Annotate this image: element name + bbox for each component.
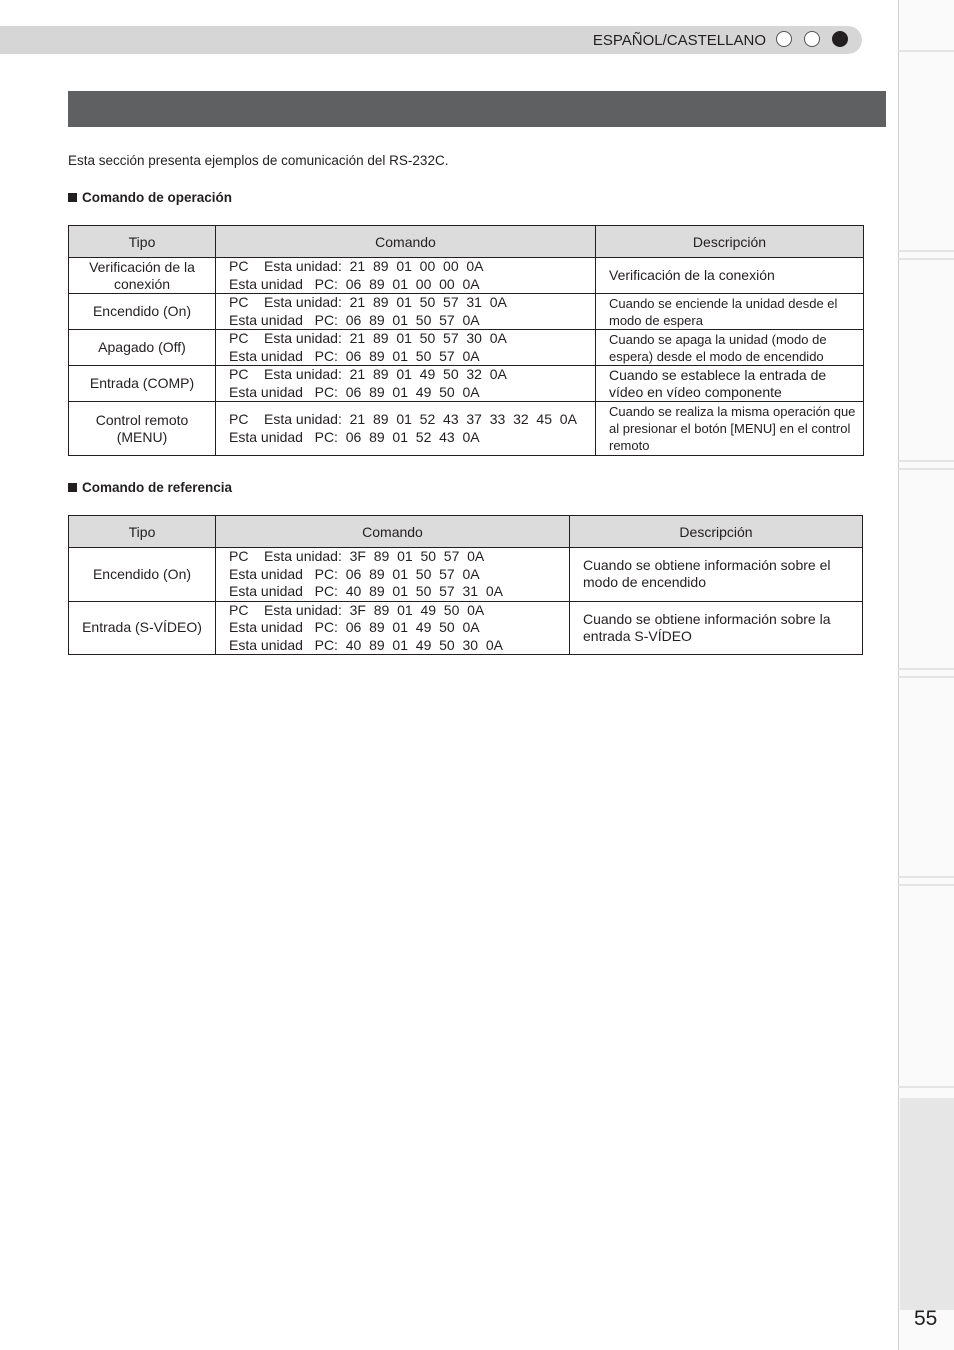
description-cell: Cuando se apaga la unidad (modo de espera) desde el modo de encendido (596, 330, 864, 366)
tipo-cell: Apagado (Off) (69, 330, 216, 366)
table-row (69, 330, 864, 366)
command-line: Esta unidad PC: 40 89 01 50 57 31 0A (229, 583, 503, 599)
description-cell: Cuando se establece la entrada de vídeo en vídeo componente (596, 366, 864, 402)
tipo-cell: Verificación de la conexión (69, 258, 216, 294)
table-row (69, 548, 863, 602)
command-line: Esta unidad PC: 06 89 01 50 57 0A (229, 347, 480, 364)
column-header-comando: Comando (216, 226, 596, 258)
language-indicator-empty-icon (776, 31, 792, 47)
tipo-cell: Entrada (S-VÍDEO) (69, 601, 216, 655)
table-header-row (69, 226, 864, 258)
tab-edge (898, 876, 954, 878)
command-line: PC Esta unidad: 3F 89 01 49 50 0A (229, 601, 485, 618)
column-header-descripcion: Descripción (570, 516, 863, 548)
reference-command-table (68, 515, 863, 655)
language-indicator-empty-icon (804, 31, 820, 47)
tab-edge (898, 50, 954, 52)
command-line: Esta unidad PC: 06 89 01 00 00 0A (229, 275, 480, 292)
column-header-tipo: Tipo (69, 516, 216, 548)
tab-edge (898, 1086, 954, 1088)
reference-heading-label: Comando de referencia (82, 480, 233, 495)
active-section-tab (900, 1098, 954, 1310)
tab-edge (898, 460, 954, 462)
command-line: Esta unidad PC: 06 89 01 50 57 0A (229, 311, 480, 328)
command-cell (216, 258, 596, 294)
command-line: Esta unidad PC: 06 89 01 49 50 0A (229, 383, 480, 400)
description-cell: Cuando se obtiene información sobre el modo de encendido (570, 548, 863, 602)
operation-heading-label: Comando de operación (82, 190, 233, 205)
tipo-cell: Entrada (COMP) (69, 366, 216, 402)
description-cell: Cuando se obtiene información sobre la entrada S-VÍDEO (570, 601, 863, 655)
table-row (69, 402, 864, 456)
square-bullet-icon (68, 193, 77, 202)
command-line: PC Esta unidad: 21 89 01 52 43 37 33 32 45 0A (229, 411, 577, 427)
language-label: ESPAÑOL/CASTELLANO (592, 32, 766, 49)
tab-edge (898, 468, 954, 470)
square-bullet-icon (68, 483, 77, 492)
command-line: PC Esta unidad: 21 89 01 49 50 32 0A (229, 366, 507, 382)
command-cell (216, 548, 570, 602)
command-cell (216, 601, 570, 655)
table-row (69, 294, 864, 330)
command-line: PC Esta unidad: 21 89 01 50 57 31 0A (229, 294, 507, 310)
tab-edge (898, 668, 954, 670)
table-row (69, 366, 864, 402)
tipo-cell: Encendido (On) (69, 548, 216, 602)
tab-edge (898, 676, 954, 678)
operation-heading (68, 190, 232, 205)
tab-divider (898, 0, 899, 1350)
command-cell (216, 294, 596, 330)
operation-command-table (68, 225, 864, 456)
page-number: 55 (914, 1307, 938, 1330)
table-header-row (69, 516, 863, 548)
column-header-comando: Comando (216, 516, 570, 548)
reference-heading (68, 480, 232, 495)
command-line: Esta unidad PC: 06 89 01 52 43 0A (229, 428, 480, 445)
tab-edge (898, 258, 954, 260)
description-cell: Cuando se enciende la unidad desde el modo de espera (596, 294, 864, 330)
intro-text: Esta sección presenta ejemplos de comunicación del RS-232C. (68, 153, 449, 168)
command-cell (216, 366, 596, 402)
column-header-descripcion: Descripción (596, 226, 864, 258)
tab-edge (898, 884, 954, 886)
description-cell: Cuando se realiza la misma operación que al presionar el botón [MENU] en el control remoto (596, 402, 864, 456)
table-row (69, 601, 863, 655)
command-line: PC Esta unidad: 21 89 01 00 00 0A (229, 258, 484, 274)
language-indicator-filled-icon (832, 31, 848, 47)
section-title-bar (68, 91, 886, 127)
table-row (69, 258, 864, 294)
language-bar (0, 26, 862, 54)
description-cell: Verificación de la conexión (596, 258, 864, 294)
command-cell (216, 330, 596, 366)
command-line: Esta unidad PC: 06 89 01 50 57 0A (229, 565, 480, 582)
column-header-tipo: Tipo (69, 226, 216, 258)
tipo-cell: Encendido (On) (69, 294, 216, 330)
tipo-cell: Control remoto (MENU) (69, 402, 216, 456)
tab-edge (898, 250, 954, 252)
command-line: PC Esta unidad: 21 89 01 50 57 30 0A (229, 330, 507, 346)
command-line: Esta unidad PC: 06 89 01 49 50 0A (229, 619, 480, 635)
command-line: PC Esta unidad: 3F 89 01 50 57 0A (229, 548, 485, 564)
command-cell (216, 402, 596, 456)
command-line: Esta unidad PC: 40 89 01 49 50 30 0A (229, 636, 503, 653)
